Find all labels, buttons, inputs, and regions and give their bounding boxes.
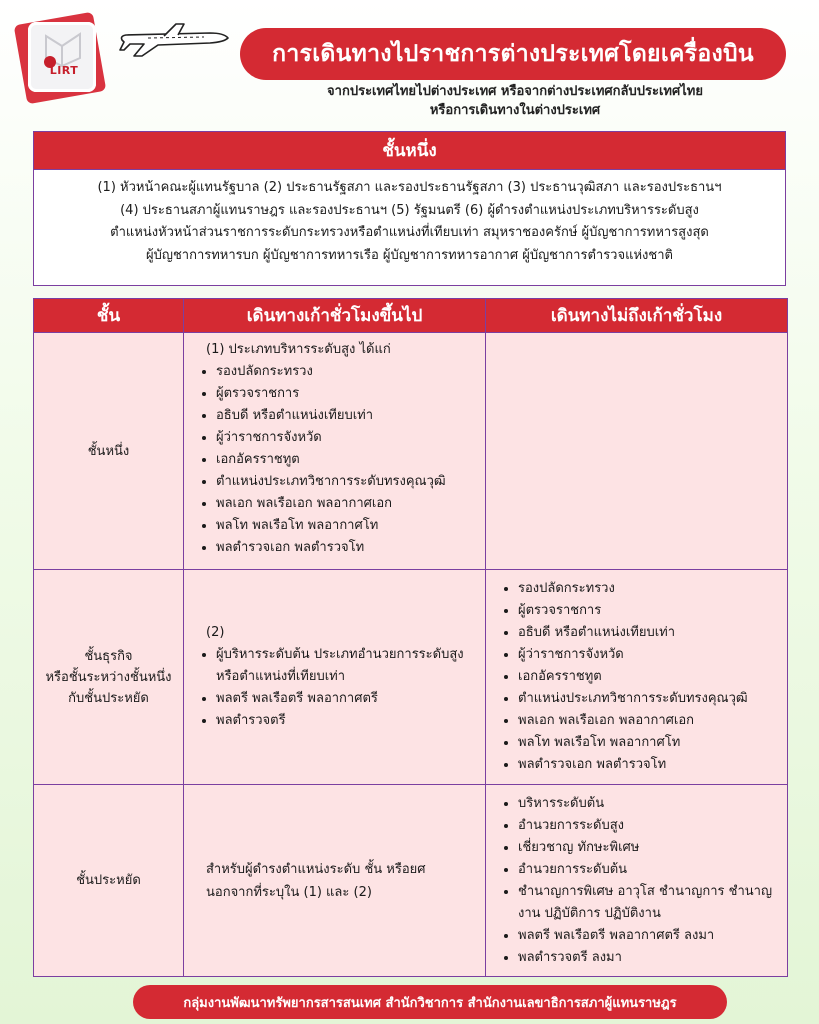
- list-item: • รองปลัดกระทรวง: [518, 578, 787, 600]
- list-item: • พลตำรวจเอก พลตำรวจโท: [518, 754, 787, 776]
- class-label: ชั้นหนึ่ง: [87, 443, 130, 459]
- list-item: • อำนวยการระดับสูง: [518, 815, 777, 837]
- over-9h-cell: [184, 333, 486, 570]
- airplane-icon: [118, 20, 230, 64]
- footer-banner: กลุ่มงานพัฒนาทรัพยากรสารสนเทศ สำนักวิชาการ สำนักงานเลขาธิการสภาผู้แทนราษฎร: [133, 985, 727, 1019]
- list-item: • พลเอก พลเรือเอก พลอากาศเอก: [216, 493, 485, 515]
- list-item: • ผู้ว่าราชการจังหวัด: [216, 427, 485, 449]
- list-item: • พลเอก พลเรือเอก พลอากาศเอก: [518, 710, 787, 732]
- under-9h-cell: [486, 333, 788, 570]
- category-intro: (1) ประเภทบริหารระดับสูง ได้แก่: [206, 342, 391, 357]
- description-line: (1) หัวหน้าคณะผู้แทนรัฐบาล (2) ประธานรัฐสภา และรองประธานรัฐสภา (3) ประธานวุฒิสภา และรองประธานฯ: [97, 180, 722, 195]
- subtitle: [250, 82, 780, 120]
- list-item: • อำนวยการระดับต้น: [518, 859, 777, 881]
- class-cell: [34, 333, 184, 570]
- list-item: • พลตรี พลเรือตรี พลอากาศตรี ลงมา: [518, 925, 777, 947]
- description-line: ผู้บัญชาการทหารบก ผู้บัญชาการทหารเรือ ผู้บัญชาการทหารอากาศ ผู้บัญชาการตำรวจแห่งชาติ: [146, 247, 673, 263]
- class-cell: [34, 570, 184, 785]
- first-class-description: [34, 170, 785, 267]
- position-list: [486, 793, 787, 969]
- class-cell: [34, 785, 184, 977]
- list-item: • ผู้ตรวจราชการ: [216, 383, 485, 405]
- list-item: • ชำนาญการพิเศษ อาวุโส ชำนาญการ ชำนาญงาน ปฏิบัติการ ปฏิบัติงาน: [518, 881, 777, 925]
- table-row: [34, 570, 788, 785]
- logo-icon: [28, 22, 96, 92]
- list-item: • พลโท พลเรือโท พลอากาศโท: [518, 732, 787, 754]
- list-item: • รองปลัดกระทรวง: [216, 361, 485, 383]
- description-line: ตำแหน่งหัวหน้าส่วนราชการระดับกระทรวงหรือตำแหน่งที่เทียบเท่า สมุหราชองครักษ์ ผู้บัญชาการทหารสูงสุด: [110, 225, 709, 240]
- list-item: • พลตำรวจตรี ลงมา: [518, 947, 777, 969]
- note-line: สำหรับผู้ดำรงตำแหน่งระดับ ชั้น หรือยศ: [206, 861, 426, 877]
- list-item: • พลตรี พลเรือตรี พลอากาศตรี: [216, 688, 475, 710]
- table-header-row: [34, 299, 788, 333]
- position-list: [184, 644, 485, 732]
- over-9h-cell: [184, 570, 486, 785]
- table-row: [34, 785, 788, 977]
- list-item: • ผู้ว่าราชการจังหวัด: [518, 644, 787, 666]
- column-header-under-9h: เดินทางไม่ถึงเก้าชั่วโมง: [486, 299, 788, 333]
- list-item: • เอกอัครราชทูต: [216, 449, 485, 471]
- under-9h-cell: [486, 785, 788, 977]
- category-intro: (2): [206, 625, 225, 640]
- list-item: • ตำแหน่งประเภทวิชาการระดับทรงคุณวุฒิ: [216, 471, 485, 493]
- list-item: • เชี่ยวชาญ ทักษะพิเศษ: [518, 837, 777, 859]
- list-item: • เอกอัครราชทูต: [518, 666, 787, 688]
- list-item: • ผู้ตรวจราชการ: [518, 600, 787, 622]
- list-item: • อธิบดี หรือตำแหน่งเทียบเท่า: [216, 405, 485, 427]
- class-label: ชั้นธุรกิจ: [84, 648, 133, 664]
- column-header-class: ชั้น: [34, 299, 184, 333]
- travel-class-table: [33, 298, 787, 977]
- list-item: • พลตำรวจเอก พลตำรวจโท: [216, 537, 485, 559]
- column-header-over-9h: เดินทางเก้าชั่วโมงขึ้นไป: [184, 299, 486, 333]
- under-9h-cell: [486, 570, 788, 785]
- list-item: • ตำแหน่งประเภทวิชาการระดับทรงคุณวุฒิ: [518, 688, 787, 710]
- first-class-box: [33, 131, 786, 286]
- subtitle-line: จากประเทศไทยไปต่างประเทศ หรือจากต่างประเทศกลับประเทศไทย: [327, 84, 703, 99]
- first-class-heading: ชั้นหนึ่ง: [34, 132, 785, 170]
- list-item: • บริหารระดับต้น: [518, 793, 777, 815]
- table-row: [34, 333, 788, 570]
- list-item: • อธิบดี หรือตำแหน่งเทียบเท่า: [518, 622, 787, 644]
- page-title: การเดินทางไปราชการต่างประเทศโดยเครื่องบิน: [240, 28, 786, 80]
- class-label: หรือชั้นระหว่างชั้นหนึ่ง: [45, 669, 172, 685]
- list-item: • พลตำรวจตรี: [216, 710, 475, 732]
- list-item: • พลโท พลเรือโท พลอากาศโท: [216, 515, 485, 537]
- class-label: ชั้นประหยัด: [76, 873, 141, 888]
- subtitle-line: หรือการเดินทางในต่างประเทศ: [429, 103, 601, 118]
- class-label: กับชั้นประหยัด: [68, 690, 149, 706]
- logo-text: LIRT: [49, 64, 79, 77]
- over-9h-cell: [184, 785, 486, 977]
- list-item: • ผู้บริหารระดับต้น ประเภทอำนวยการระดับสูง หรือตำแหน่งที่เทียบเท่า: [216, 644, 475, 688]
- description-line: (4) ประธานสภาผู้แทนราษฎร และรองประธานฯ (5) รัฐมนตรี (6) ผู้ดำรงตำแหน่งประเภทบริหารระดับสูง: [120, 202, 699, 218]
- position-list: [184, 361, 485, 559]
- note-line: นอกจากที่ระบุใน (1) และ (2): [206, 884, 372, 900]
- position-list: [486, 578, 787, 776]
- lirt-logo: [16, 12, 108, 104]
